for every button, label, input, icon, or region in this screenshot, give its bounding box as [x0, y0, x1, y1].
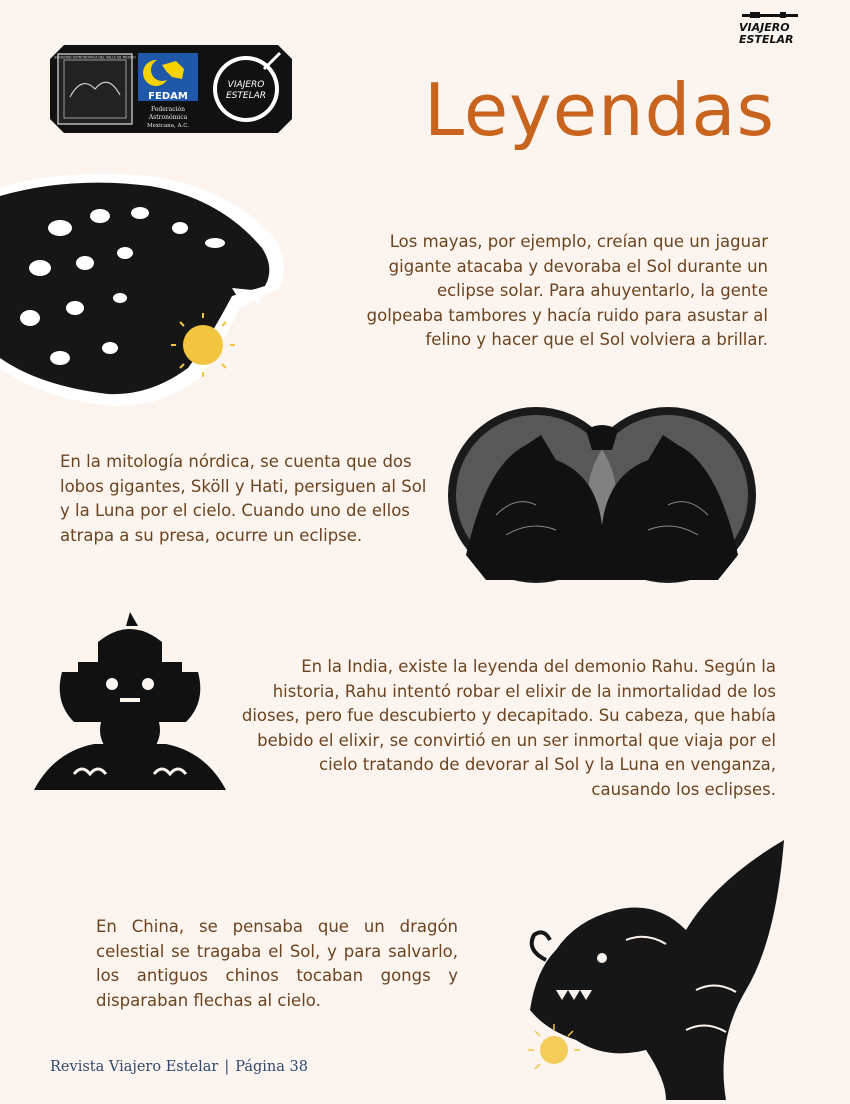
india-legend-text: En la India, existe la leyenda del demonio Rahu. Según la historia, Rahu intentó robar el elixir de la inmortalidad de los dioses, pero fue descubierto y decapitado. Su cabeza, que había bebido el elixir, se convirtió en un ser inmortal que viaja por el cielo tratando de devorar al Sol y la Luna en venganza, causando los eclipses. [241, 657, 776, 799]
svg-text:Mexicana, A.C.: Mexicana, A.C. [147, 123, 189, 129]
norse-legend-text: En la mitología nórdica, se cuenta que dos lobos gigantes, Sköll y Hati, persiguen al Sol y la Luna por el cielo. Cuando uno de ellos atrapa a su presa, ocurre un eclipse. [60, 452, 427, 545]
jaguar-sun-illustration [0, 168, 310, 413]
china-legend-text: En China, se pensaba que un dragón celestial se tragaba el Sol, y para salvarlo, los antiguos chinos tocaban gongs y disparaban flechas al cielo. [96, 917, 458, 1010]
svg-text:SOCIEDAD ASTRONÓMICA DEL VALLE: SOCIEDAD ASTRONÓMICA DEL VALLE DE MÉXICO [54, 55, 136, 60]
maya-legend-text: Los mayas, por ejemplo, creían que un jaguar gigante atacaba y devoraba el Sol durante un eclipse solar. Para ahuyentarlo, la gente golpeaba tambores y hacía ruido para asustar al felino y hacer que el Sol volviera a brillar. [366, 232, 768, 349]
sun-shape [183, 325, 223, 365]
telescope-icon [736, 10, 802, 46]
brand-logo [736, 10, 802, 46]
footer-magazine: Revista Viajero Estelar [50, 1059, 219, 1075]
society-seal-logo [54, 54, 136, 124]
wolves-moon-illustration [446, 405, 758, 585]
svg-text:ESTELAR: ESTELAR [225, 91, 267, 101]
rahu-silhouette-illustration [34, 612, 226, 790]
dragon-illustration [516, 840, 788, 1100]
svg-text:VIAJERO: VIAJERO [227, 80, 265, 90]
brand-line2: ESTELAR [739, 33, 794, 46]
svg-text:Astronómica: Astronómica [148, 114, 188, 121]
svg-text:Federación: Federación [151, 106, 185, 113]
page-title: Leyendas [424, 68, 776, 152]
page-footer [50, 1059, 308, 1075]
brand-line1: VIAJERO [739, 21, 790, 34]
footer-page-number: Página 38 [235, 1059, 308, 1075]
svg-text:FEDAM: FEDAM [148, 91, 188, 102]
footer-separator: | [224, 1059, 230, 1075]
partner-logos [50, 45, 292, 133]
